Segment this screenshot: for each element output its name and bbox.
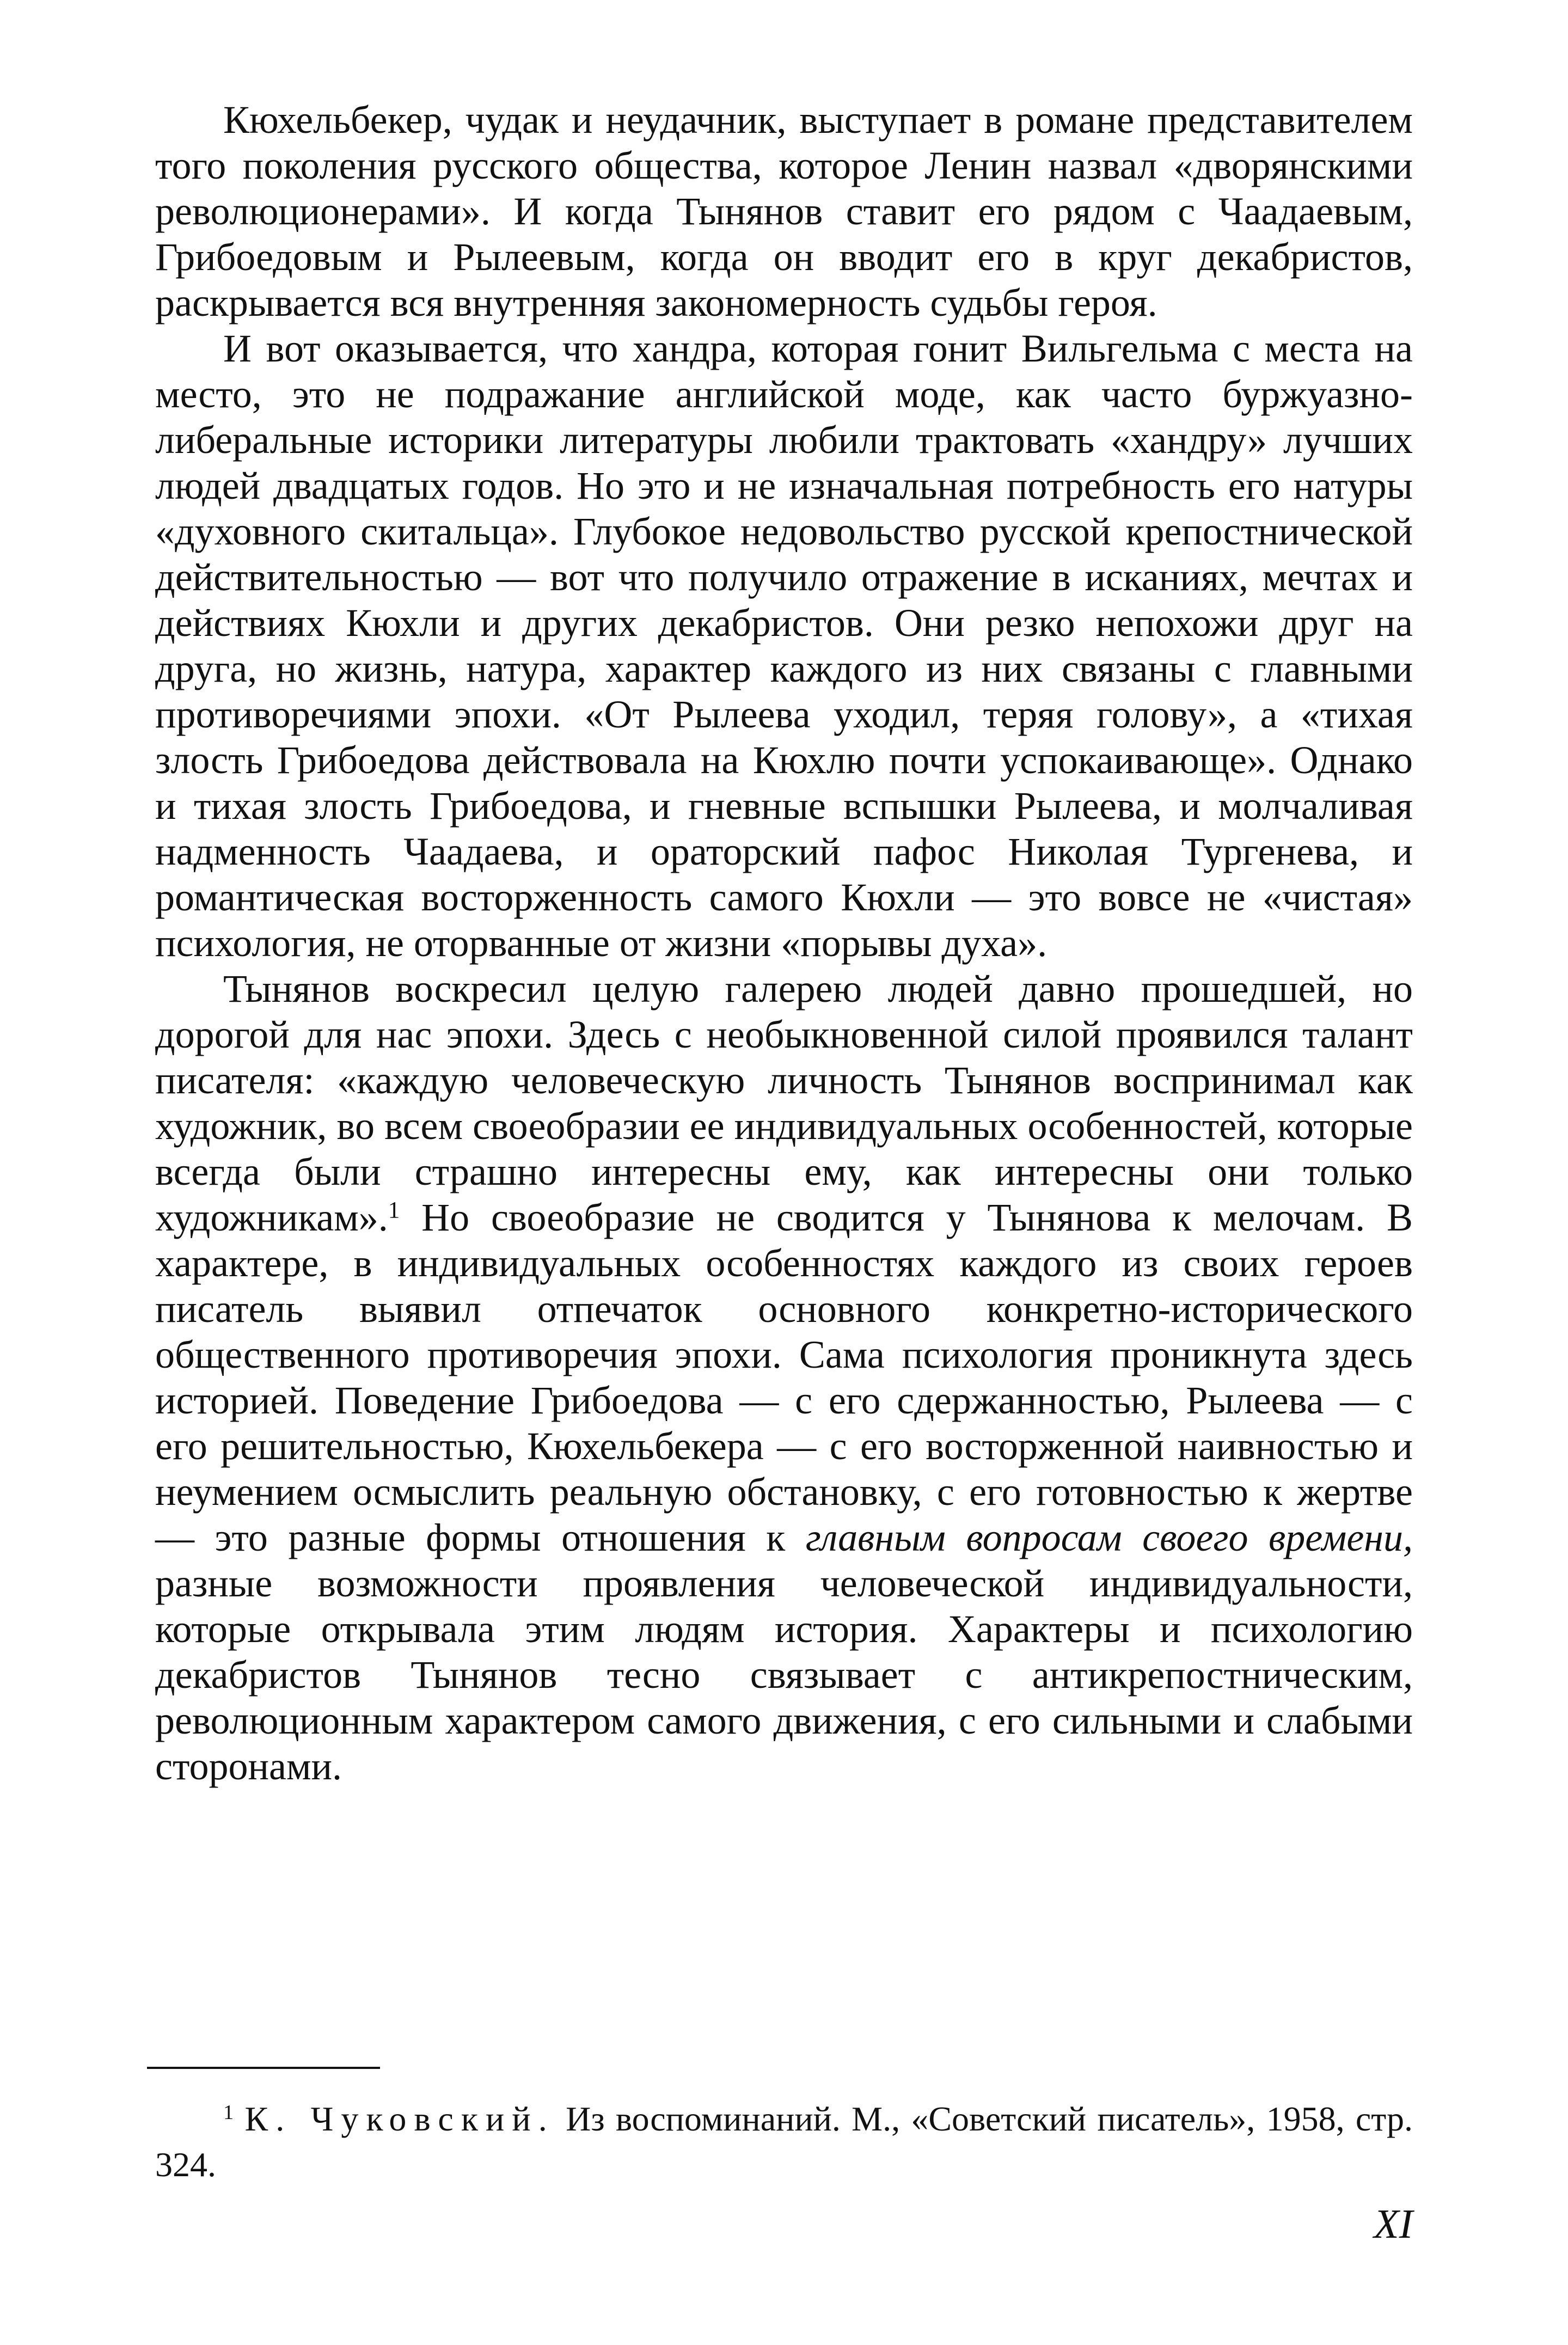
paragraph-2: И вот оказывается, что хандра, которая гонит Вильгельма с места на место, это не подражание английской моде, как часто буржуазно-либеральные историки литературы любили трактовать «хандру» лучших людей двадцатых годов. Но это и не изначальная потребность его натуры «духовного скитальца». Глубокое недовольство русской крепостнической действительностью — вот что получило отражение в исканиях, мечтах и действиях Кюхли и других декабристов. Они резко непохожи друг на друга, но жизнь, натура, характер каждого из них связаны с главными противоречиями эпохи. «От Рылеева уходил, теряя голову», а «тихая злость Грибоедова действовала на Кюхлю почти успокаивающе». Однако и тихая злость Грибоедова, и гневные вспышки Рылеева, и молчаливая надменность Чаадаева, и ораторский пафос Николая Тургенева, и романтическая восторженность самого Кюхли — это вовсе не «чистая» психология, не оторванные от жизни «порывы духа».	[155, 327, 1413, 965]
paragraph-3	[155, 966, 1413, 1789]
paragraph-3-text-b: Но своеобразие не сводится у Тынянова к мелочам. В характере, в индивидуальных особенностях каждого из своих героев писатель выявил отпечаток основного конкретно-исторического общественного противоречия эпохи. Сама психология проникнута здесь историей. Поведение Грибоедова — с его сдержанностью, Рылеева — с его решительностью, Кюхельбекера — с его восторженной наивностью и неумением осмыслить реальную обстановку, с его готовностью к жертве — это разные формы отношения к	[155, 1196, 1413, 1559]
main-text	[155, 97, 1413, 1789]
paragraph-3-emphasis: главным вопросам своего времени,	[805, 1516, 1413, 1559]
footnote-divider	[147, 2067, 380, 2069]
footnote-author: К. Чуковский.	[244, 2099, 555, 2138]
paragraph-3-text-a: Тынянов воскресил целую галерею людей давно прошедшей, но дорогой для нас эпохи. Здесь с необыкновенной силой проявился талант писателя: «каждую человеческую личность Тынянов воспринимал как художник, во всем своеобразии ее индивидуальных особенностей, которые всегда были страшно интересны ему, как интересны они только художникам».	[155, 967, 1413, 1239]
paragraph-1: Кюхельбекер, чудак и неудачник, выступает в романе представителем того поколения русского общества, которое Ленин назвал «дворянскими революционерами». И когда Тынянов ставит его рядом с Чаадаевым, Грибоедовым и Рылеевым, когда он вводит его в круг декабристов, раскрывается вся внутренняя закономерность судьбы героя.	[155, 98, 1413, 324]
page-number: XI	[1374, 2201, 1413, 2247]
footnote	[155, 2096, 1413, 2188]
footnote-reference: 1	[388, 1197, 400, 1223]
paragraph-3-text-c: разные возможности проявления человеческой индивидуальности, которые открывала этим людям история. Характеры и психологию декабристов Тынянов тесно связывает с антикрепостническим, революционным характером самого движения, с его сильными и слабыми сторонами.	[155, 1562, 1413, 1788]
footnote-text: Из воспоминаний. М., «Советский писатель», 1958, стр. 324.	[155, 2099, 1413, 2184]
footnote-mark: 1	[223, 2101, 234, 2124]
